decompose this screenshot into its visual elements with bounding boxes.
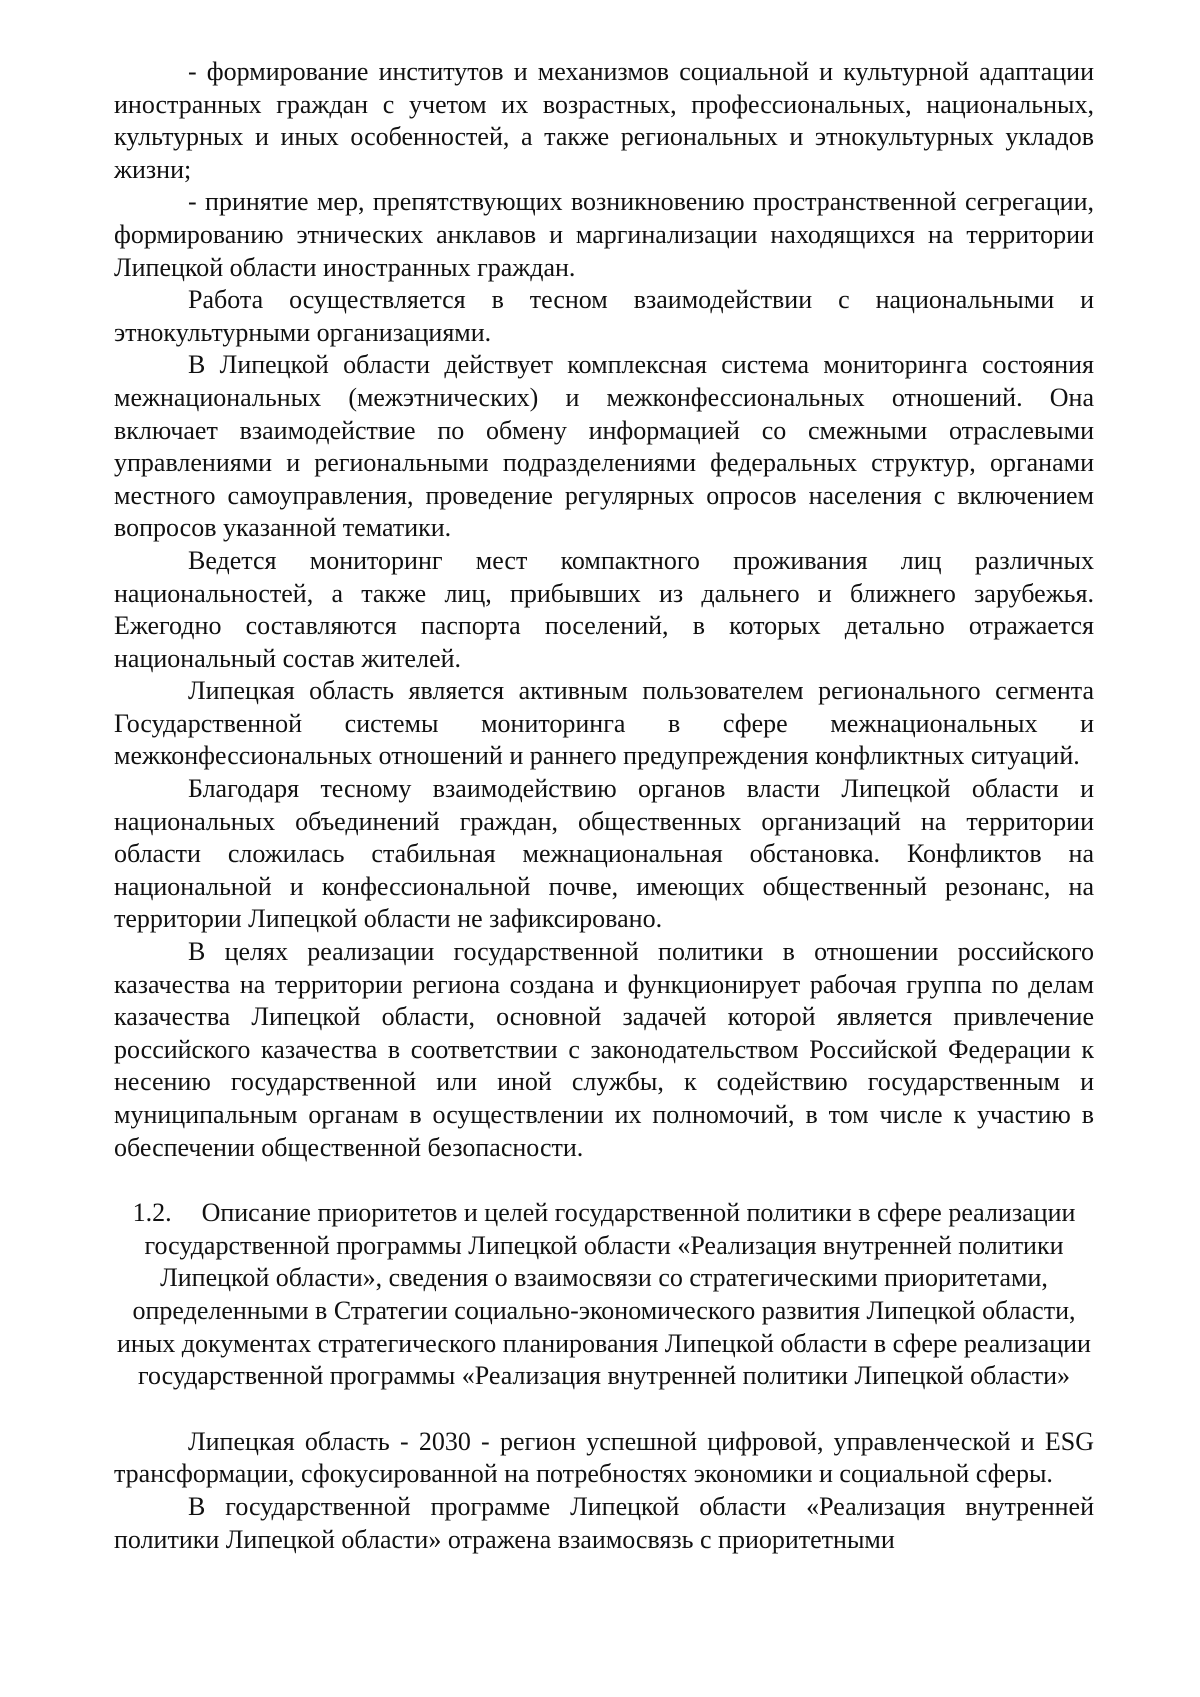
paragraph-program-link: В государственной программе Липецкой области «Реализация внутренней политики Липецкой области» отражена взаимосвязь с приоритетными <box>114 1491 1094 1554</box>
paragraph-stable-situation: Благодаря тесному взаимодействию органов власти Липецкой области и национальных объединений граждан, общественных организаций на территории области сложилась стабильная межнациональная обстановка. Конфликтов на национальной и конфессиональной почве, имеющих общественный резонанс, на территории Липецкой области не зафиксировано. <box>114 774 1094 934</box>
paragraph-region-2030: Липецкая область - 2030 - регион успешной цифровой, управленческой и ESG трансформации, сфокусированной на потребностях экономики и социальной сферы. <box>114 1426 1094 1489</box>
section-heading-text: Описание приоритетов и целей государственной политики в сфере реализации государственной программы Липецкой области «Реализация внутренней политики Липецкой области», сведения о взаимосвязи со стратегическими приоритетами, определенными в Стратегии социально-экономического развития Липецкой области, иных документах стратегического планирования Липецкой области в сфере реализации государственной программы «Реализация внутренней политики Липецкой области» <box>117 1198 1091 1391</box>
section-heading-block <box>114 1197 1094 1393</box>
paragraph-segregation: - принятие мер, препятствующих возникновению пространственной сегрегации, формированию этнических анклавов и маргинализации находящихся на территории Липецкой области иностранных граждан. <box>114 187 1094 282</box>
paragraph-gis-user: Липецкая область является активным пользователем регионального сегмента Государственной системы мониторинга в сфере межнациональных и межконфессиональных отношений и раннего предупреждения конфликтных ситуаций. <box>114 676 1094 771</box>
paragraph-compact-residence: Ведется мониторинг мест компактного проживания лиц различных национальностей, а также лиц, прибывших из дальнего и ближнего зарубежья. Ежегодно составляются паспорта поселений, в которых детально отражается национальный состав жителей. <box>114 545 1094 673</box>
paragraph-cooperation: Работа осуществляется в тесном взаимодействии с национальными и этнокультурными организациями. <box>114 285 1094 347</box>
paragraph-cossacks: В целях реализации государственной политики в отношении российского казачества на территории региона создана и функционирует рабочая группа по делам казачества Липецкой области, основной задачей которой является привлечение российского казачества в соответствии с законодательством Российской Федерации к несению государственной или иной службы, к содействию государственным и муниципальным органам в осуществлении их полномочий, в том числе к участию в обеспечении общественной безопасности. <box>114 937 1094 1162</box>
paragraph-adaptation: - формирование институтов и механизмов социальной и культурной адаптации иностранных граждан с учетом их возрастных, профессиональных, национальных, культурных и иных особенностей, а также региональных и этнокультурных укладов жизни; <box>114 57 1094 184</box>
section-heading <box>114 1197 1094 1393</box>
section-number: 1.2. <box>132 1198 172 1228</box>
document-page <box>114 56 1094 1556</box>
paragraph-monitoring-system: В Липецкой области действует комплексная система мониторинга состояния межнациональных (межэтнических) и межконфессиональных отношений. Она включает взаимодействие по обмену информацией со смежными отраслевыми управлениями и региональными подразделениями федеральных структур, органами местного самоуправления, проведение регулярных опросов населения с включением вопросов указанной тематики. <box>114 350 1094 543</box>
